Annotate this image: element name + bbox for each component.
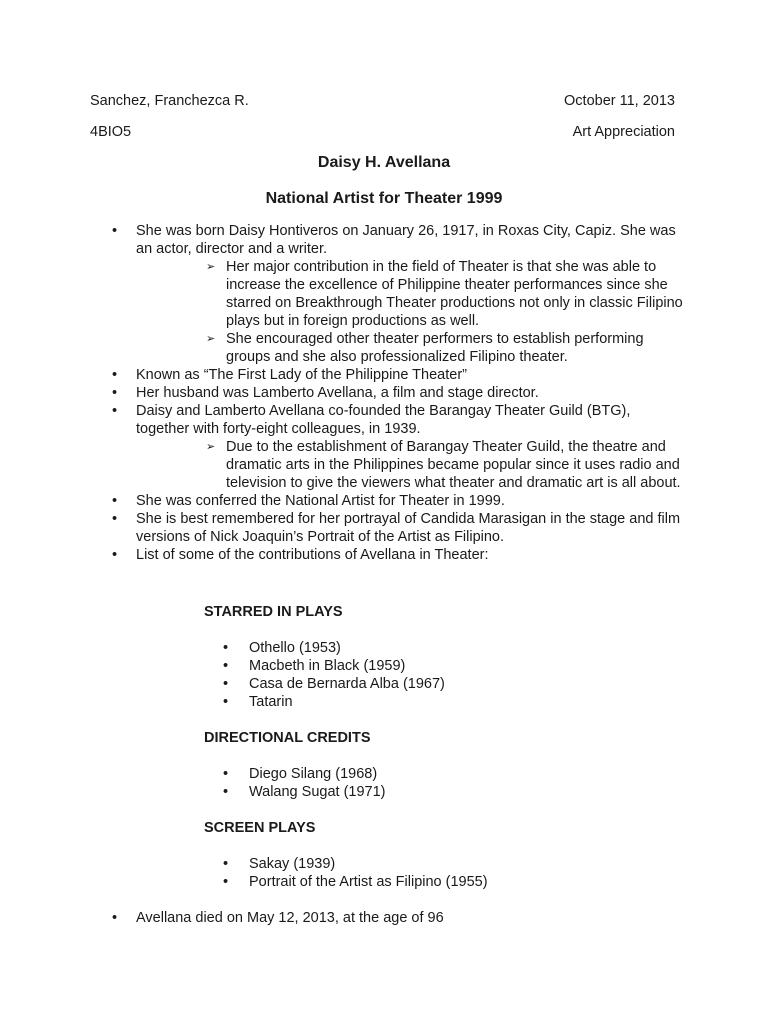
document-date: October 11, 2013: [564, 93, 675, 109]
list-item: • Macbeth in Black (1959): [249, 657, 649, 675]
list-item: • Portrait of the Artist as Filipino (1955): [249, 873, 649, 891]
starred-heading: STARRED IN PLAYS: [204, 604, 343, 620]
main-bullet-list: [136, 222, 681, 564]
list-item: • Walang Sugat (1971): [249, 783, 649, 801]
document-subtitle: National Artist for Theater 1999: [265, 190, 503, 207]
bullet-item: • She was born Daisy Hontiveros on January 26, 1917, in Roxas City, Capiz. She was an actor, director and a writer.: [136, 222, 681, 258]
class-section: 4BIO5: [90, 124, 132, 140]
list-item: • Sakay (1939): [249, 855, 649, 873]
arrow-item: ➢ She encouraged other theater performers to establish performing groups and she also professionalized Filipino theater.: [226, 330, 684, 366]
bullet-item: • Her husband was Lamberto Avellana, a film and stage director.: [136, 384, 681, 402]
arrow-item: ➢ Due to the establishment of Barangay Theater Guild, the theatre and dramatic arts in the Philippines became popular since it uses radio and television to give the viewers what theater and dramatic art is all about.: [226, 438, 684, 492]
subject: Art Appreciation: [572, 124, 675, 140]
list-item: • Casa de Bernarda Alba (1967): [249, 675, 649, 693]
list-item: • Diego Silang (1968): [249, 765, 649, 783]
bullet-item: • Known as “The First Lady of the Philippine Theater”: [136, 366, 681, 384]
screen-heading: SCREEN PLAYS: [204, 820, 316, 836]
arrow-item: ➢ Her major contribution in the field of Theater is that she was able to increase the excellence of Philippine theater performances since she starred on Breakthrough Theater productions not only in classic Filipino plays but in foreign productions as well.: [226, 258, 684, 330]
directional-list: [249, 765, 649, 801]
bullet-item: • She was conferred the National Artist for Theater in 1999.: [136, 492, 681, 510]
list-item: • Tatarin: [249, 693, 649, 711]
bullet-item: • Avellana died on May 12, 2013, at the age of 96: [136, 909, 681, 927]
screen-list: [249, 855, 649, 891]
bullet-item: • List of some of the contributions of Avellana in Theater:: [136, 546, 681, 564]
final-bullet-list: [136, 909, 681, 927]
author-name: Sanchez, Franchezca R.: [90, 93, 249, 109]
list-item: • Othello (1953): [249, 639, 649, 657]
bullet-item: • She is best remembered for her portrayal of Candida Marasigan in the stage and film versions of Nick Joaquin’s Portrait of the Artist as Filipino.: [136, 510, 681, 546]
document-title: Daisy H. Avellana: [317, 154, 451, 171]
bullet-item: • Daisy and Lamberto Avellana co-founded the Barangay Theater Guild (BTG), together with forty-eight colleagues, in 1939.: [136, 402, 681, 438]
directional-heading: DIRECTIONAL CREDITS: [204, 730, 371, 746]
starred-list: [249, 639, 649, 711]
